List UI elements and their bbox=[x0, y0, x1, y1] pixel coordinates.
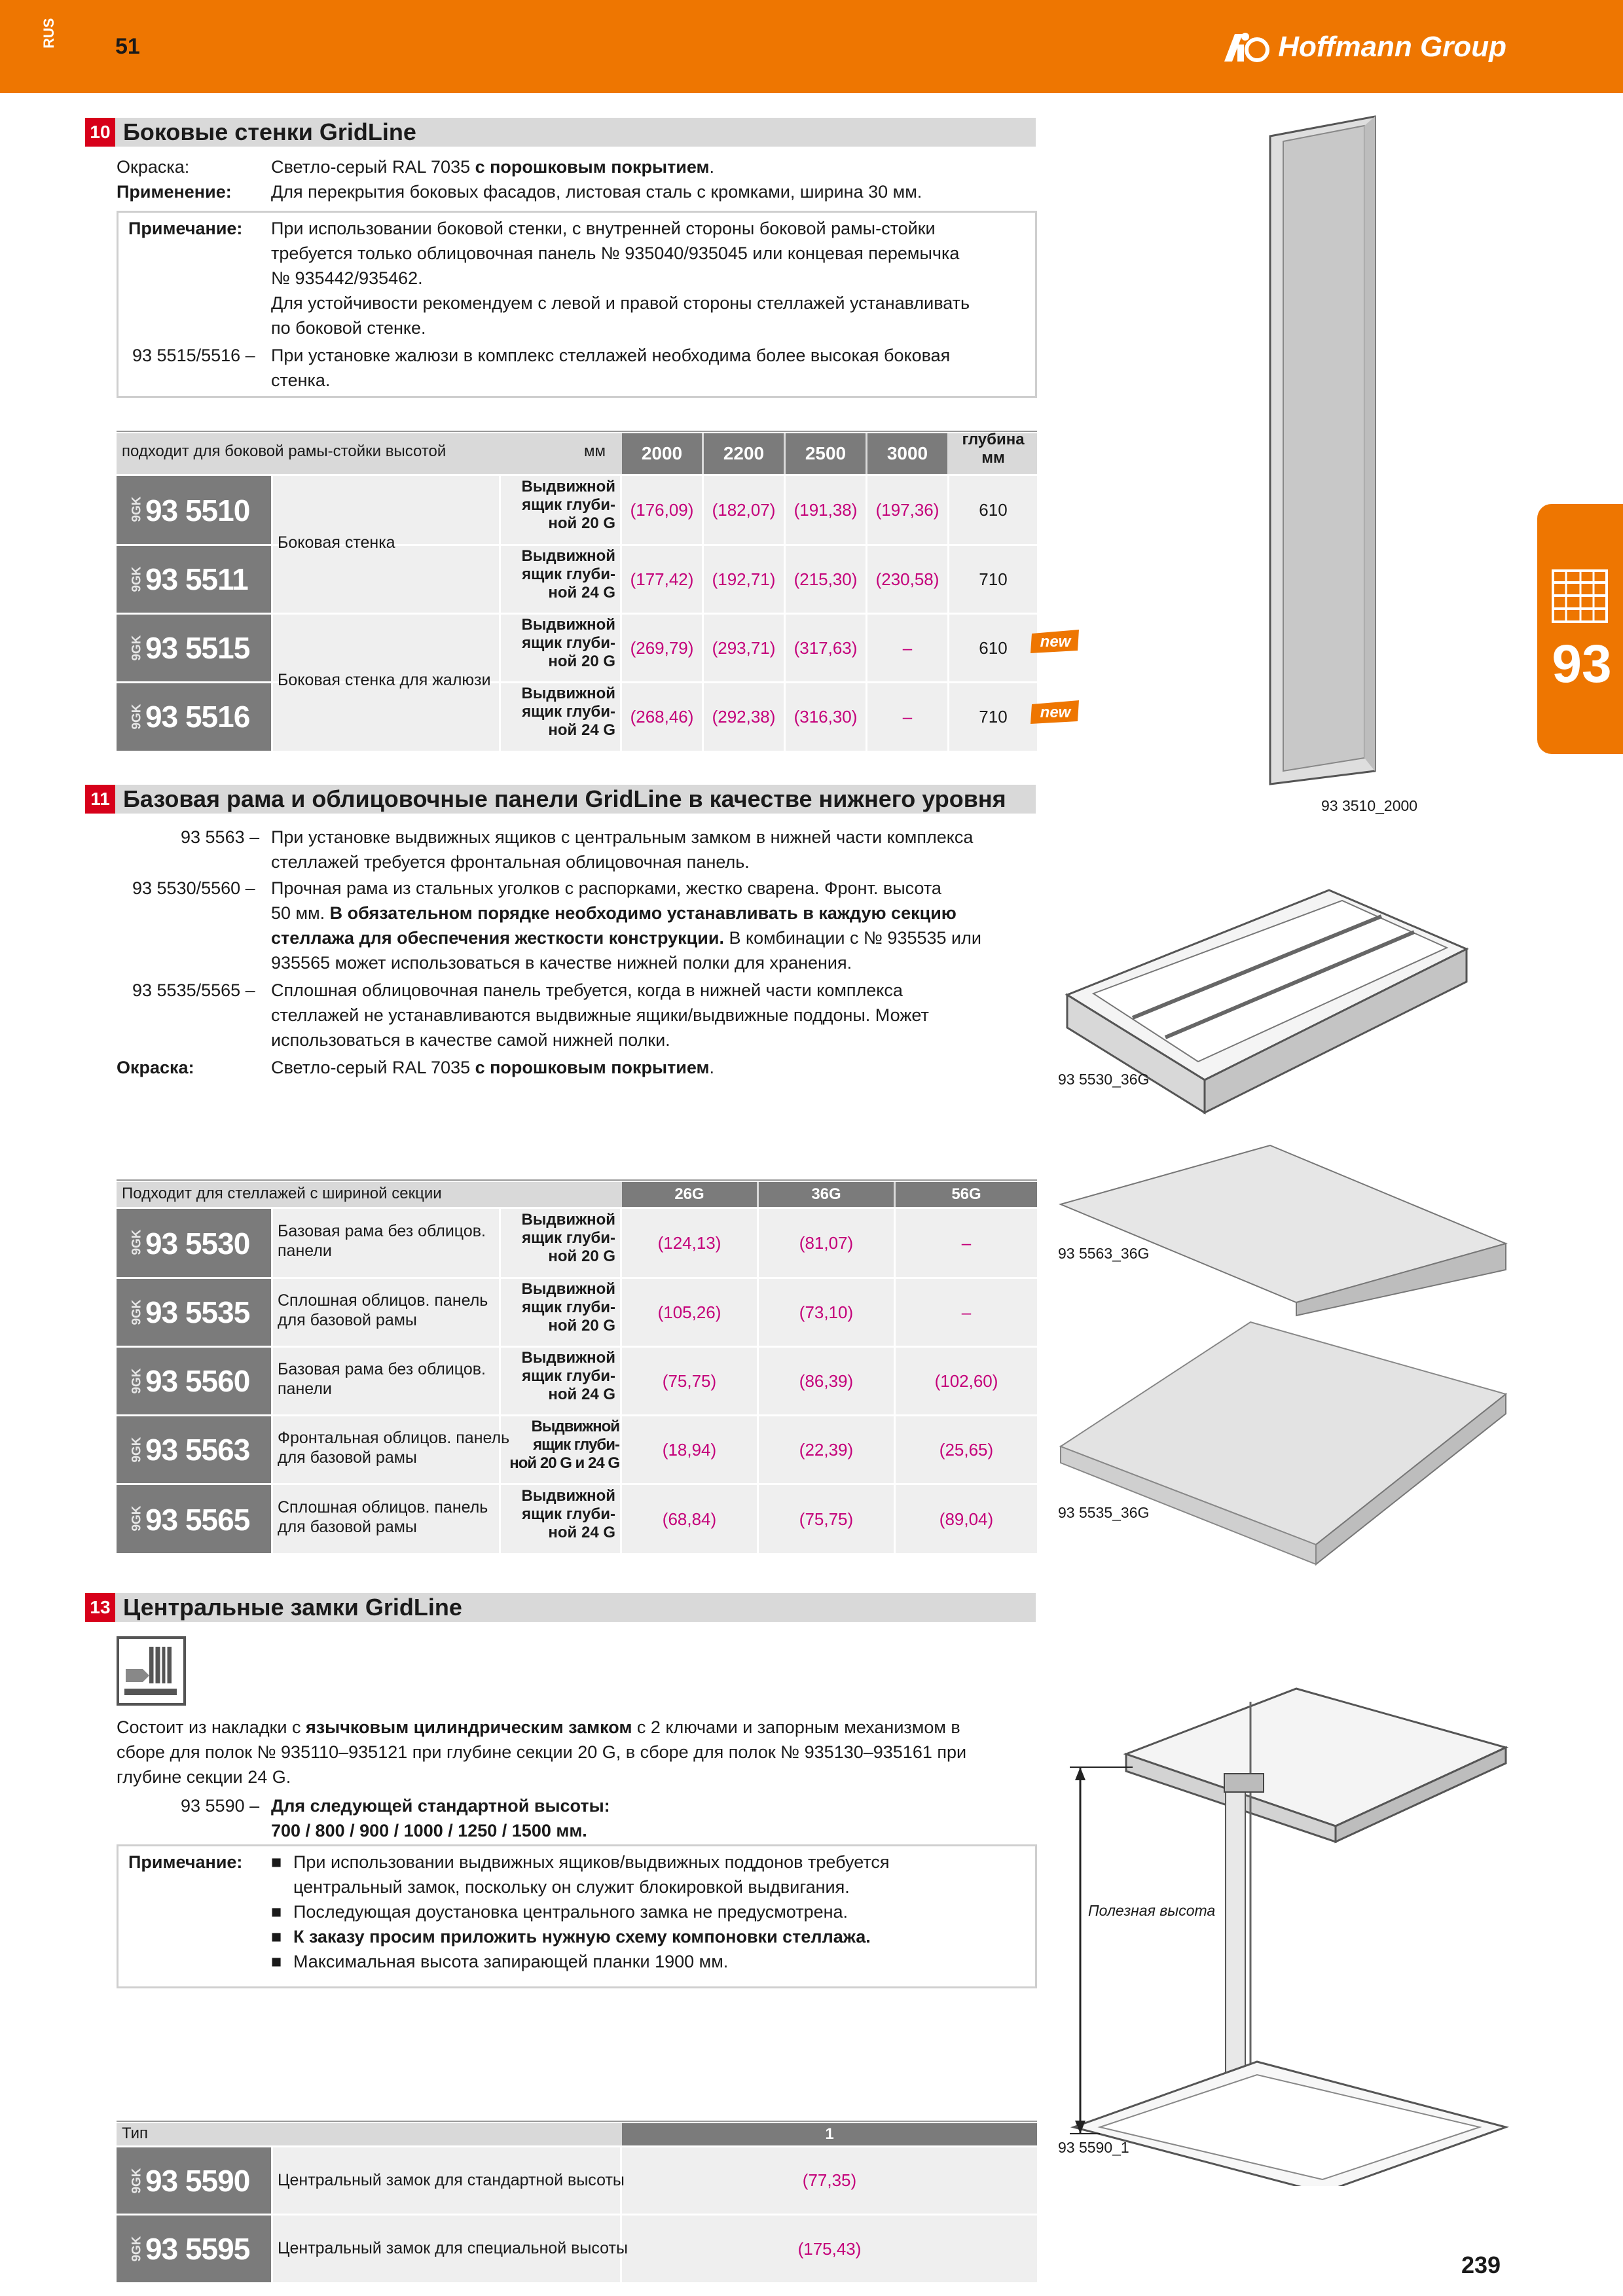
std-ref: 93 5590 – bbox=[181, 1796, 260, 1816]
col-56g: 56G bbox=[896, 1182, 1037, 1207]
section-number: 13 bbox=[85, 1593, 115, 1622]
svg-text:new: new bbox=[1040, 633, 1071, 651]
desc-cell: Центральный замок для специальной высоты bbox=[278, 2239, 628, 2257]
price-cell: (89,04) bbox=[939, 1509, 994, 1529]
price-cell: (175,43) bbox=[797, 2238, 862, 2259]
image-caption: 93 5563_36G bbox=[1058, 1245, 1150, 1262]
brand-logo bbox=[1223, 27, 1506, 67]
item-ref: 93 5530/5560 – bbox=[132, 878, 255, 898]
table-row[interactable]: 9GK 93 5563 bbox=[117, 1416, 271, 1483]
group-side-wall: Боковая стенка bbox=[278, 533, 395, 552]
use-value: Для перекрытия боковых фасадов, листовая сталь с кромками, ширина 30 мм. bbox=[271, 182, 922, 202]
new-badge-icon bbox=[1029, 699, 1082, 725]
price-cell: (317,63) bbox=[793, 637, 858, 658]
desc-cell: Центральный замок для стандартной высоты bbox=[278, 2171, 625, 2189]
price-cell: – bbox=[961, 1302, 972, 1322]
col-3000: 3000 bbox=[867, 433, 947, 474]
price-cell: (192,71) bbox=[712, 569, 776, 589]
type-cell: Выдвижной ящик глуби- ной 24 G bbox=[521, 1349, 615, 1403]
price-cell: – bbox=[902, 707, 913, 726]
price-cell: (215,30) bbox=[793, 569, 858, 589]
price-cell: (68,84) bbox=[662, 1509, 717, 1529]
price-cell: (75,75) bbox=[799, 1509, 854, 1529]
col-1: 1 bbox=[622, 2123, 1037, 2145]
type-cell: Выдвижной ящик глуби- ной 20 G bbox=[521, 1280, 615, 1335]
table-row[interactable]: 9GK 93 5565 bbox=[117, 1485, 271, 1553]
table-row[interactable]: 9GK 93 5535 bbox=[117, 1279, 271, 1346]
brand-name: Hoffmann Group bbox=[1278, 31, 1506, 63]
depth-cell: 610 bbox=[979, 499, 1008, 520]
table-row[interactable]: 9GK 93 5516 bbox=[117, 683, 271, 751]
col-2500: 2500 bbox=[786, 433, 866, 474]
image-caption: 93 5535_36G bbox=[1058, 1504, 1150, 1521]
price-cell: (124,13) bbox=[657, 1232, 721, 1253]
price-cell: (22,39) bbox=[799, 1439, 854, 1460]
price-cell: (230,58) bbox=[875, 569, 939, 589]
paint-value: Светло-серый RAL 7035 с порошковым покрытием. bbox=[271, 157, 715, 177]
item-ref: 93 5563 – bbox=[181, 827, 260, 847]
solid-panel-image bbox=[1054, 1316, 1512, 1571]
depth-cell: 710 bbox=[979, 569, 1008, 589]
type-cell: Выдвижной ящик глуби- ной 20 G bbox=[521, 478, 615, 532]
type-cell: Выдвижной ящик глуби- ной 24 G bbox=[521, 1487, 615, 1541]
image-caption: 93 3510_2000 bbox=[1321, 797, 1418, 814]
table-row[interactable]: 9GK 93 5515 bbox=[117, 615, 271, 681]
price-cell: (268,46) bbox=[630, 707, 694, 726]
note-label: Примечание: bbox=[128, 1852, 243, 1872]
base-frame-image bbox=[1054, 877, 1473, 1126]
fit-height-label: подходит для боковой рамы-стойки высотой bbox=[122, 442, 447, 460]
useful-height-label: Полезная высота bbox=[1088, 1902, 1216, 1919]
depth-cell: 710 bbox=[979, 707, 1008, 726]
col-2200: 2200 bbox=[704, 433, 784, 474]
use-label: Применение: bbox=[117, 182, 232, 202]
type-cell: Выдвижной ящик глуби- ной 20 G и 24 G bbox=[509, 1418, 619, 1472]
section-11-header bbox=[85, 785, 1036, 814]
hoffmann-logo-icon bbox=[1223, 30, 1271, 64]
desc-cell: Базовая рама без облицов. панели bbox=[278, 1360, 486, 1398]
price-cell: (182,07) bbox=[712, 499, 776, 520]
lock-mechanism-icon bbox=[117, 1636, 186, 1706]
price-cell: (105,26) bbox=[657, 1302, 721, 1322]
side-wall-image bbox=[1257, 110, 1388, 791]
price-cell: (191,38) bbox=[793, 499, 858, 520]
image-caption: 93 5530_36G bbox=[1058, 1071, 1150, 1088]
group-side-wall-shutter: Боковая стенка для жалюзи bbox=[278, 671, 491, 689]
chapter-tab[interactable] bbox=[1537, 504, 1623, 754]
item-text: При установке выдвижных ящиков с центральным замком в нижней части комплекса стеллажей требуется фронтальная облицовочная панель. bbox=[271, 827, 974, 872]
price-cell: – bbox=[902, 637, 913, 658]
note2-text: При установке жалюзи в комплекс стеллажей необходима более высокая боковая стенка. bbox=[271, 346, 951, 390]
paint-label: Окраска: bbox=[117, 1058, 194, 1077]
type-cell: Выдвижной ящик глуби- ной 20 G bbox=[521, 616, 615, 670]
desc-cell: Сплошная облицов. панель для базовой рамы bbox=[278, 1291, 488, 1329]
section-title: Центральные замки GridLine bbox=[123, 1594, 462, 1621]
item-text: Сплошная облицовочная панель требуется, когда в нижней части комплекса стеллажей не устанавливаются выдвижные ящики/выдвижные поддоны. Может использоваться в качестве самой нижней полки. bbox=[271, 980, 929, 1050]
type-cell: Выдвижной ящик глуби- ной 20 G bbox=[521, 1211, 615, 1265]
note-label: Примечание: bbox=[128, 219, 243, 238]
desc-cell: Фронтальная облицов. панель для базовой рамы bbox=[278, 1429, 510, 1467]
paint-value: Светло-серый RAL 7035 с порошковым покрытием. bbox=[271, 1058, 715, 1077]
front-panel-image bbox=[1054, 1139, 1512, 1322]
type-label: Тип bbox=[122, 2125, 149, 2142]
central-lock-image bbox=[1061, 1676, 1519, 2186]
chapter-number: 93 bbox=[1552, 634, 1612, 694]
desc-cell: Базовая рама без облицов. панели bbox=[278, 1222, 486, 1260]
section-title: Базовая рама и облицовочные панели GridLine в качестве нижнего уровня bbox=[123, 785, 1006, 812]
image-caption: 93 5590_1 bbox=[1058, 2139, 1129, 2156]
type-cell: Выдвижной ящик глуби- ной 24 G bbox=[521, 685, 615, 739]
section-13-header bbox=[85, 1593, 1036, 1622]
price-cell: (18,94) bbox=[662, 1439, 717, 1460]
section-title: Боковые стенки GridLine bbox=[123, 118, 416, 145]
table-row[interactable]: 9GK 93 5560 bbox=[117, 1348, 271, 1414]
col-36g: 36G bbox=[759, 1182, 894, 1207]
price-cell: (177,42) bbox=[630, 569, 694, 589]
std-heights: Для следующей стандартной высоты: 700 / 800 / 900 / 1000 / 1250 / 1500 мм. bbox=[271, 1796, 610, 1840]
price-cell: (293,71) bbox=[712, 637, 776, 658]
price-cell: (176,09) bbox=[630, 499, 694, 520]
price-cell: (269,79) bbox=[630, 637, 694, 658]
desc-cell: Сплошная облицов. панель для базовой рамы bbox=[278, 1498, 488, 1536]
page-number: 239 bbox=[1461, 2251, 1501, 2278]
price-cell: (316,30) bbox=[793, 707, 858, 726]
price-cell: (292,38) bbox=[712, 707, 776, 726]
col-2000: 2000 bbox=[622, 433, 702, 474]
type-cell: Выдвижной ящик глуби- ной 24 G bbox=[521, 547, 615, 601]
lock-description: Состоит из накладки с язычковым цилиндрическим замком с 2 ключами и запорным механизмом в сборе для полок № 935110–935121 при глубине секции 20 G, в сборе для полок № 935130–935161 при глубине секции 24 G. bbox=[117, 1717, 967, 1787]
price-cell: (197,36) bbox=[875, 499, 939, 520]
price-cell: (102,60) bbox=[934, 1371, 998, 1391]
table-row[interactable]: 9GK 93 5595 bbox=[117, 2215, 271, 2282]
depth-cell: 610 bbox=[979, 637, 1008, 658]
price-cell: – bbox=[961, 1232, 972, 1253]
table-row[interactable]: 9GK 93 5511 bbox=[117, 546, 271, 613]
price-cell: (81,07) bbox=[799, 1232, 854, 1253]
price-cell: (73,10) bbox=[799, 1302, 854, 1322]
col-26g: 26G bbox=[622, 1182, 757, 1207]
table-row[interactable]: 9GK 93 5510 bbox=[117, 476, 271, 544]
paint-label: Окраска: bbox=[117, 157, 190, 177]
price-cell: (75,75) bbox=[662, 1371, 717, 1391]
table-row[interactable]: 9GK 93 5530 bbox=[117, 1209, 271, 1277]
price-cell: (86,39) bbox=[799, 1371, 854, 1391]
unit-label: мм bbox=[584, 442, 606, 460]
price-cell: (25,65) bbox=[939, 1439, 994, 1460]
item-ref: 93 5535/5565 – bbox=[132, 980, 255, 1000]
depth-header: глубина мм bbox=[962, 431, 1025, 467]
section-10-header bbox=[85, 118, 1036, 147]
section-number: 10 bbox=[85, 118, 115, 147]
svg-text:new: new bbox=[1040, 704, 1071, 721]
section-number: 11 bbox=[85, 785, 115, 814]
new-badge-icon bbox=[1029, 628, 1082, 655]
table-row[interactable]: 9GK 93 5590 bbox=[117, 2147, 271, 2214]
shelving-icon bbox=[1550, 568, 1609, 624]
item-text: Прочная рама из стальных уголков с распорками, жестко сварена. Фронт. высота 50 мм. В обязательном порядке необходимо устанавливать в каждую секцию стеллажа для обеспечения жесткости конструкции. В комбинации с № 935535 или 935565 может использоваться в качестве нижней полки для хранения. bbox=[271, 878, 981, 973]
language-code: RUS bbox=[41, 18, 57, 48]
fit-width-label: Подходит для стеллажей с шириной секции bbox=[122, 1185, 442, 1202]
price-cell: (77,35) bbox=[802, 2170, 857, 2190]
note-bullets: ■ При использовании выдвижных ящиков/выдвижных поддонов требуется центральный замок, поскольку он служит блокировкой выдвигания. ■ Последующая доустановка центрального замка не предусмотрена. ■ К заказу просим приложить нужную схему компоновки стеллажа. ■ Максимальная высота запирающей планки 1900 мм. bbox=[271, 1852, 890, 1971]
note2-ref: 93 5515/5516 – bbox=[132, 346, 255, 365]
header-page-number: 51 bbox=[115, 34, 140, 59]
note-text: При использовании боковой стенки, с внутренней стороны боковой рамы-стойки требуется только облицовочная панель № 935040/935045 или концевая перемычка № 935442/935462. Для устойчивости рекомендуем с левой и правой стороны стеллажей устанавливать по боковой стенке. bbox=[271, 219, 970, 338]
